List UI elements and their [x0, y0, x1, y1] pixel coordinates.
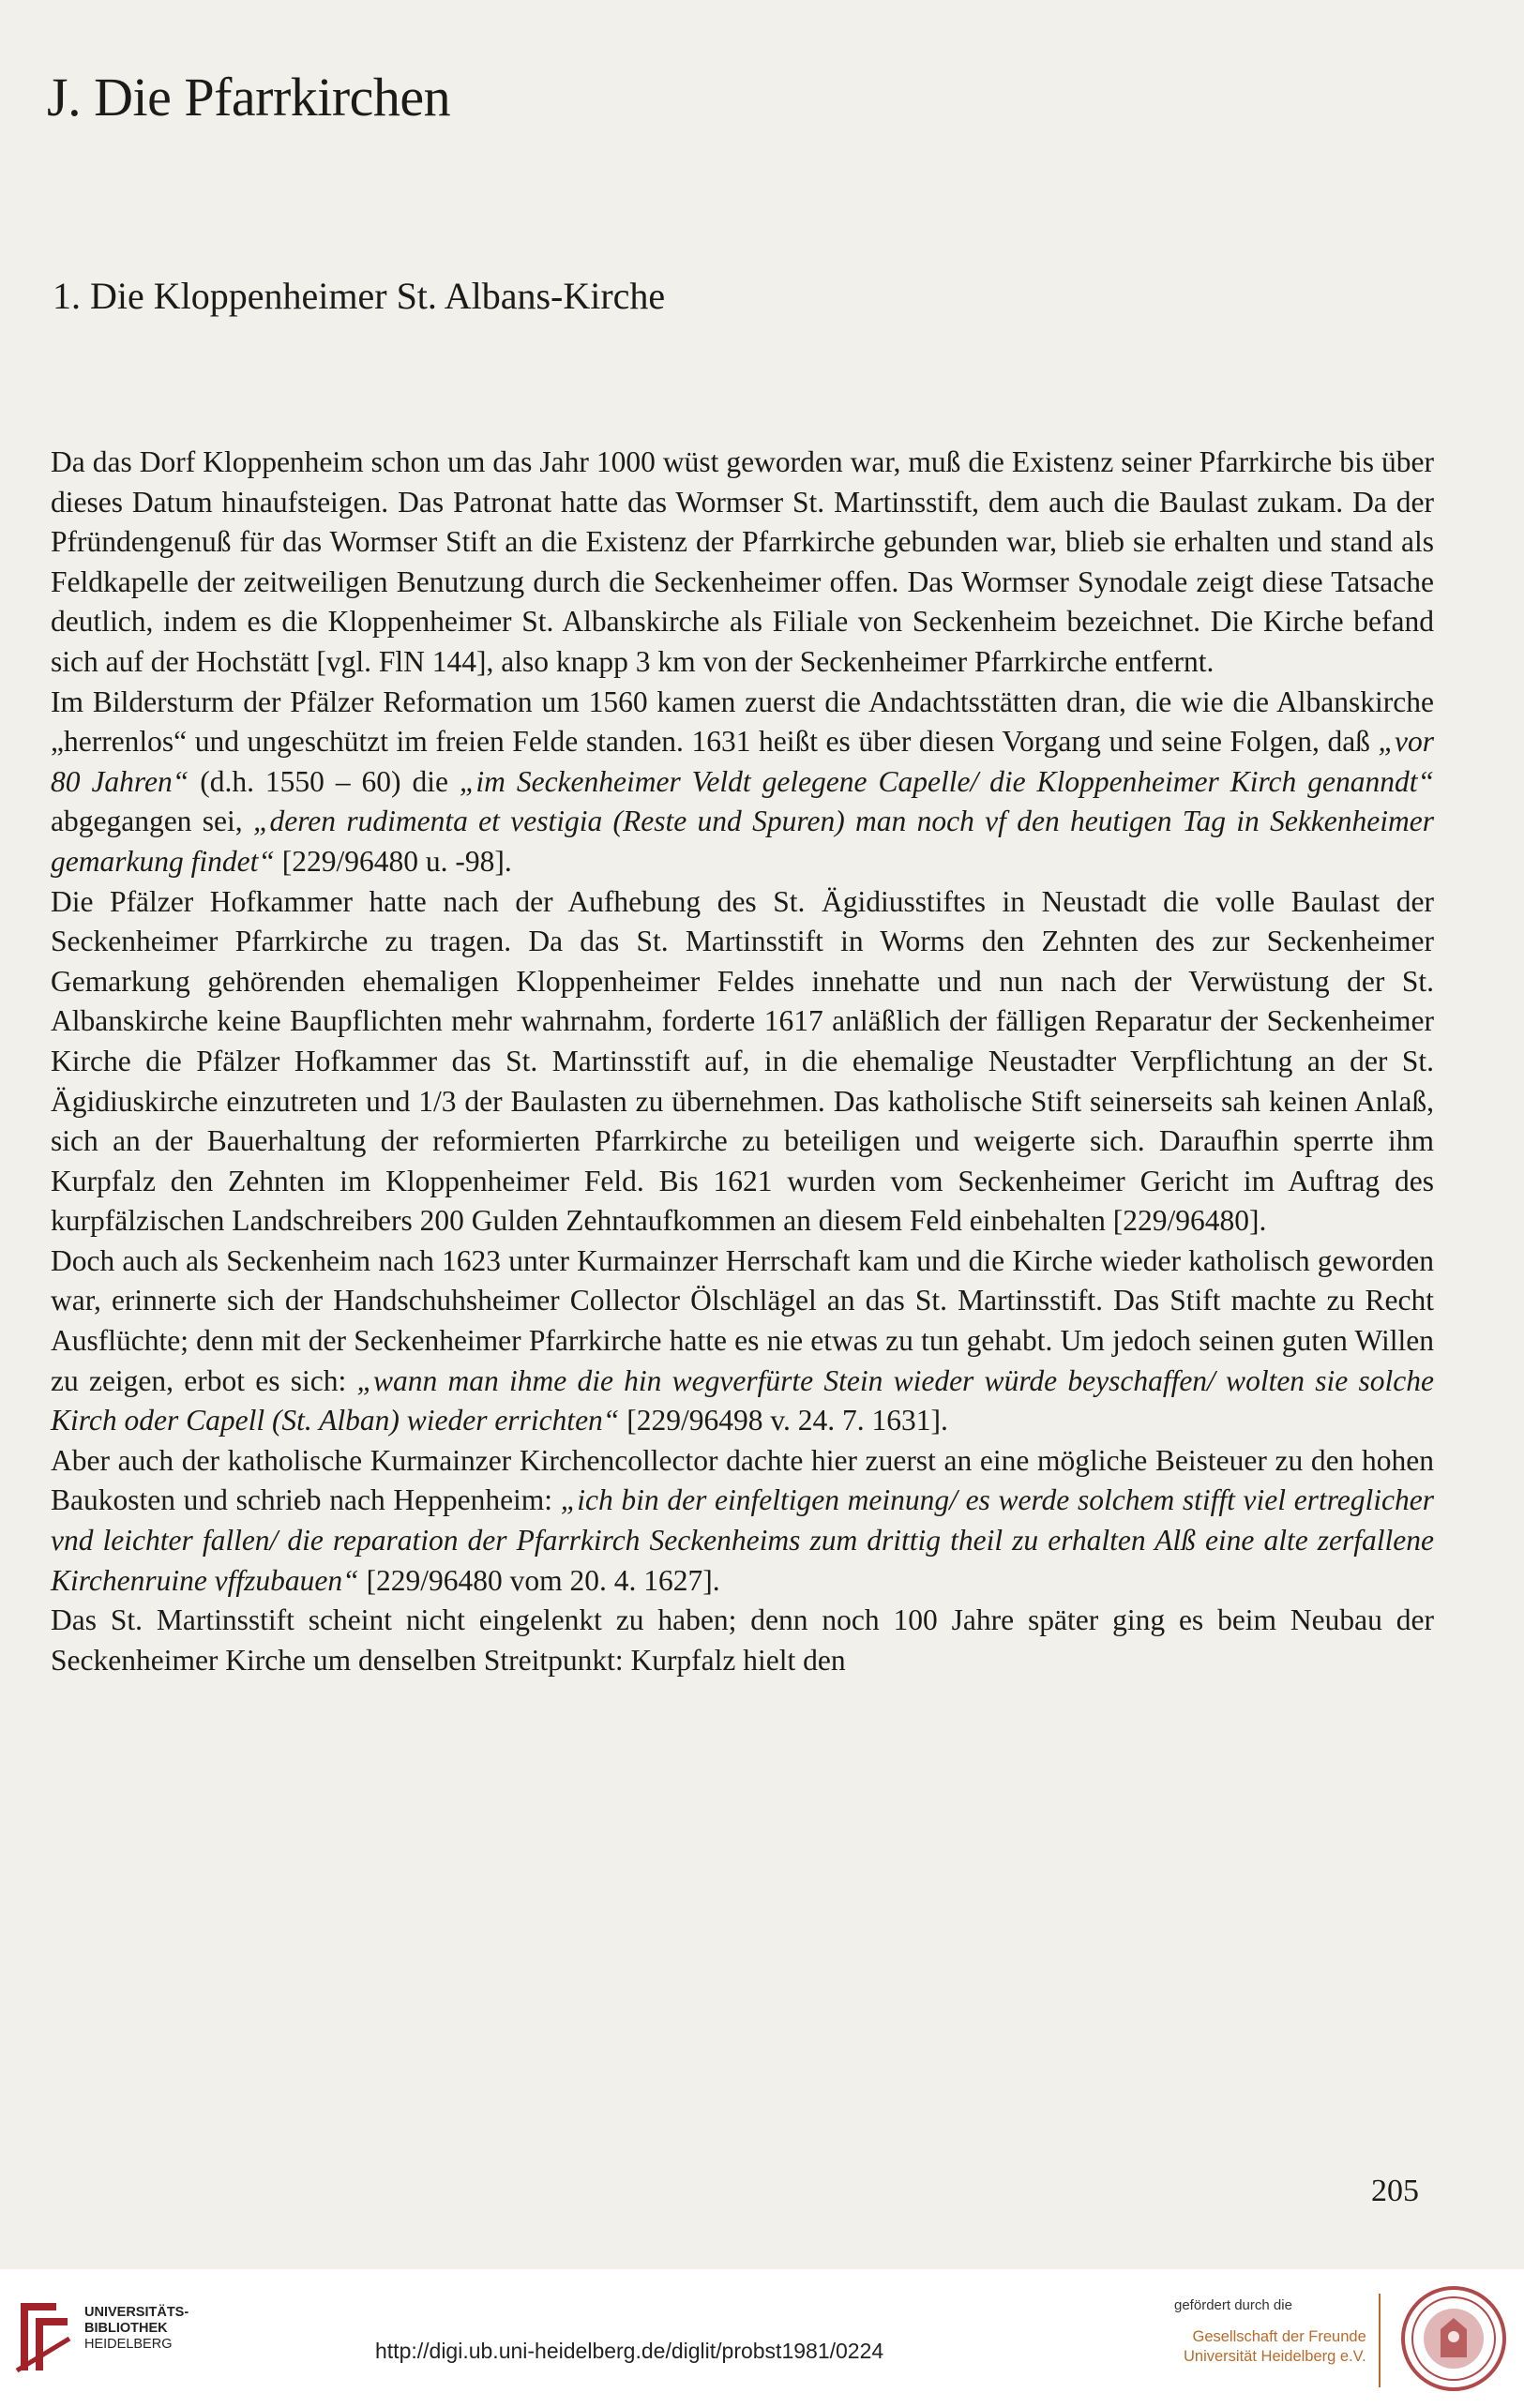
paragraph-2-text: (d.h. 1550 – 60) die: [189, 764, 460, 798]
paragraph-3: Die Pfälzer Hofkammer hatte nach der Aufhebung des St. Ägidiusstiftes in Neustadt die volle Baulast der Seckenheimer Pfarrkirche zu tragen. Da das St. Martinsstift in Worms den Zehnten des zur Seckenheimer Gemarkung gehörenden ehemaligen Kloppenheimer Feldes innehatte und nun nach der Verwüstung der St. Albanskirche keine Baupflichten mehr wahrnahm, forderte 1617 anläßlich der fälligen Reparatur der Seckenheimer Kirche die Pfälzer Hofkammer das St. Martinsstift auf, in die ehemalige Neustadter Verpflichtung an der St. Ägidiuskirche einzutreten und 1/3 der Baulasten zu übernehmen. Das katholische Stift seinerseits sah keinen Anlaß, sich an der Bauerhaltung der reformierten Pfarrkirche zu beteiligen und weigerte sich. Daraufhin sperrte ihm Kurpfalz den Zehnten im Kloppenheimer Feld. Bis 1621 wurden vom Seckenheimer Gericht im Auftrag des kurpfälzischen Landschreibers 200 Gulden Zehntaufkommen an diesem Feld einbehalten [229/96480].: [51, 884, 1434, 1238]
paragraph-1: Da das Dorf Kloppenheim schon um das Jahr 1000 wüst geworden war, muß die Existenz seiner Pfarrkirche bis über dieses Datum hinaufsteigen. Das Patronat hatte das Wormser St. Martinsstift, dem auch die Baulast zukam. Da der Pfründengenuß für das Wormser Stift an die Existenz der Pfarrkirche gebunden war, blieb sie erhalten und stand als Feldkapelle der zeitweiligen Benutzung durch die Seckenheimer offen. Das Wormser Synodale zeigt diese Tatsache deutlich, indem es die Kloppenheimer St. Albanskirche als Filiale von Seckenheim bezeichnet. Die Kirche befand sich auf der Hochstätt [vgl. FlN 144], also knapp 3 km von der Seckenheimer Pfarrkirche entfernt.: [51, 445, 1434, 678]
sponsor-name[interactable]: [1184, 2327, 1366, 2367]
paragraph-2-text: Im Bildersturm der Pfälzer Reformation um 1560 kamen zuerst die Andachtsstätten dran, die wie die Albanskirche „herrenlos“ und ungeschützt im freien Felde standen. 1631 heißt es über diesen Vorgang und seine Folgen, daß: [51, 685, 1434, 759]
chapter-title: J. Die Pfarrkirchen: [47, 67, 451, 128]
sponsor-label: gefördert durch die: [1174, 2297, 1292, 2313]
sponsor-name-line: Universität Heidelberg e.V.: [1184, 2348, 1366, 2365]
footer-bar: [0, 2269, 1524, 2408]
sponsor-divider: [1379, 2294, 1381, 2387]
library-name-line: HEIDELBERG: [84, 2337, 173, 2352]
quote-capelle: „im Seckenheimer Veldt gelegene Capelle/ die Kloppenheimer Kirch genanndt“: [459, 764, 1434, 798]
paragraph-2-text: abgegangen sei,: [51, 805, 253, 838]
quote-rudimenta: „deren rudimenta et vestigia (Reste und Spuren) man noch vf den heutigen Tag in Sekkenheimer gemarkung findet“: [51, 805, 1434, 878]
library-name: [84, 2305, 189, 2353]
paragraph-5: [51, 1441, 1434, 1601]
paragraph-2-text: [229/96480 u. -98].: [274, 844, 512, 878]
library-name-line: BIBLIOTHEK: [84, 2321, 168, 2336]
quote-meinung: „ich bin der einfeltigen meinung/ es werde solchem stifft viel ertreglicher vnd leichter fallen/ die reparation der Pfarrkirch Seckenheims zum drittig theil zu erhalten Alß eine alte zerfallene Kirchenruine vffzubauen“: [51, 1483, 1434, 1597]
paragraph-4: [51, 1242, 1434, 1441]
body-text: [51, 443, 1434, 1680]
paragraph-6: Das St. Martinsstift scheint nicht eingelenkt zu haben; denn noch 100 Jahre später ging es beim Neubau der Seckenheimer Kirche um denselben Streitpunkt: Kurpfalz hielt den: [51, 1603, 1434, 1677]
paragraph-4-text: Doch auch als Seckenheim nach 1623 unter Kurmainzer Herrschaft kam und die Kirche wieder katholisch geworden war, erinnerte sich der Handschuhsheimer Collector Ölschlägel an das St. Martinsstift. Das Stift machte zu Recht Ausflüchte; denn mit der Seckenheimer Pfarrkirche hatte es nie etwas zu tun gehabt. Um jedoch seinen guten Willen zu zeigen, erbot es sich:: [51, 1243, 1434, 1397]
sponsor-name-line: Gesellschaft der Freunde: [1192, 2328, 1366, 2345]
ub-heidelberg-logo-icon[interactable]: [13, 2297, 75, 2381]
page-number: 205: [1371, 2174, 1419, 2208]
paragraph-5-text: Aber auch der katholische Kurmainzer Kirchencollector dachte hier zuerst an eine mögliche Beisteuer zu den hohen Baukosten und schrieb nach Heppenheim:: [51, 1443, 1434, 1517]
quote-stein: „wann man ihme die hin wegverfürte Stein wieder würde beyschaffen/ wolten sie solche Kirch oder Capell (St. Alban) wieder errichten“: [51, 1363, 1434, 1437]
permalink-url[interactable]: http://digi.ub.uni-heidelberg.de/diglit/probst1981/0224: [375, 2339, 884, 2363]
paragraph-4-text: [229/96498 v. 24. 7. 1631].: [619, 1404, 948, 1437]
university-seal-icon[interactable]: [1397, 2282, 1510, 2400]
paragraph-5-text: [229/96480 vom 20. 4. 1627].: [358, 1563, 720, 1597]
library-name-line: UNIVERSITÄTS-: [84, 2305, 189, 2320]
section-title: 1. Die Kloppenheimer St. Albans-Kirche: [53, 275, 666, 317]
quote-vor-80-jahren: „vor 80 Jahren“: [51, 725, 1434, 798]
paragraph-2: [51, 683, 1434, 882]
